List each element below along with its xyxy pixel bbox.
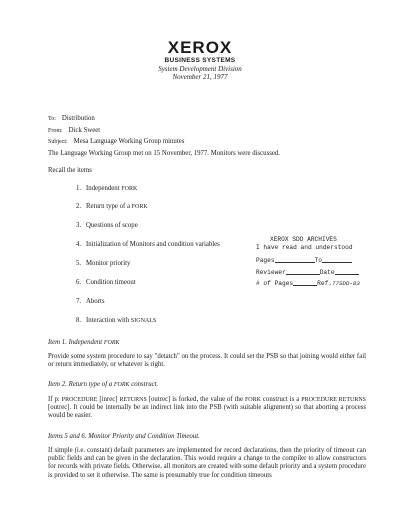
section-title-item-2: Item 2. Return type of a FORK construct.	[48, 381, 159, 388]
archive-stamp-read: I have read and understood	[256, 244, 353, 251]
recall-text: Recall the items	[48, 167, 92, 174]
list-item: 3. Questions of scope	[76, 222, 138, 229]
from-value: Dick Sweet	[68, 127, 101, 134]
to-value: Distribution	[61, 115, 95, 122]
subject-label: Subject:	[48, 139, 68, 145]
section-title-item-1: Item 1. Independent FORK	[48, 339, 120, 346]
section-text-items-5-6: If simple (i.e. constant) default parameters are implemented for record declarations, then the priority of timeout can public fields and can be given in the declaration. This would require a change to the compiler to allow constructors for records with private fields. Otherwise, all monitors are created with some default priority and a system procedure is provided to set it otherwise. The same is presumably true for condition timeouts	[48, 447, 366, 479]
subject-line	[48, 138, 184, 145]
subdivision-name: System Development Division	[158, 65, 242, 73]
list-item: 1. Independent FORK	[76, 185, 138, 192]
section-text-item-1: Provide some system procedure to say "detatch" on the process. It could set the PSB so that joining would either fail or return immediately, or whatever is right.	[48, 353, 366, 369]
from-label: From:	[48, 128, 63, 134]
intro-text: The Language Working Group met on 15 November, 1977. Monitors were discussed.	[48, 150, 280, 157]
ref-number: 77SDD-83	[332, 280, 360, 287]
section-text-item-2: If p: PROCEDURE [inrec] RETURNS [outrec] is forked, the value of the FORK construct is a PROCEDURE RETURNS [outrec]. It could be internally be an indirect link into the PSB (with suitable alignment) so that aborting a process would be easier.	[48, 396, 367, 420]
subject-value: Mesa Language Working Group minutes	[73, 138, 185, 145]
memo-date: November 21, 1977	[172, 73, 228, 81]
archive-stamp-ref: # of Pages Ref.77SDD-83	[256, 280, 360, 287]
section-title-items-5-6: Items 5 and 6. Monitor Priority and Condition Timeout.	[48, 433, 200, 440]
xerox-logo: XEROX	[167, 38, 233, 57]
archive-stamp-reviewer: Reviewer Date	[256, 268, 359, 276]
list-item: 6. Condition timeout	[76, 279, 136, 286]
from-line	[48, 127, 100, 134]
to-line	[48, 115, 95, 122]
archive-stamp-pages: Pages To	[256, 256, 352, 264]
division-name: BUSINESS SYSTEMS	[164, 57, 236, 64]
list-item: 7. Aborts	[76, 298, 105, 305]
list-item: 8. Interaction with SIGNALS	[76, 317, 157, 324]
list-item: 2. Return type of a FORK	[76, 203, 148, 210]
list-item: 5. Monitor priority	[76, 260, 131, 267]
to-label: To:	[48, 116, 56, 122]
archive-stamp-title: XEROX SDD ARCHIVES	[270, 236, 337, 243]
list-item: 4. Initialization of Monitors and condition variables	[76, 241, 220, 248]
